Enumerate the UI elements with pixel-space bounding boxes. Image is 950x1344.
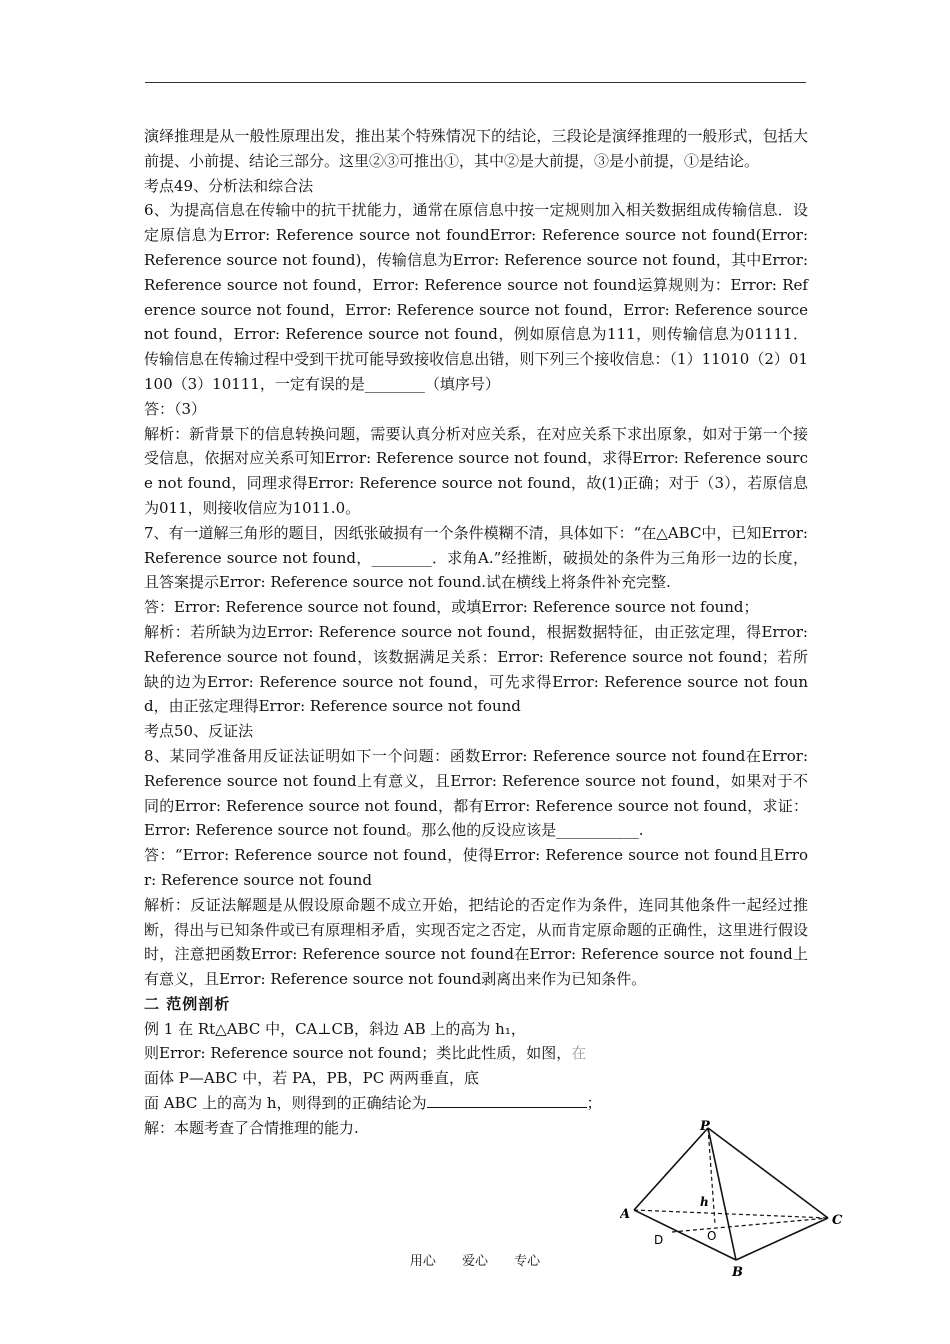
example-line: 例 1 在 Rt△ABC 中，CA⊥CB，斜边 AB 上的高为 h₁， bbox=[144, 1019, 526, 1038]
example-solution: 解：本题考查了合情推理的能力. bbox=[144, 1118, 359, 1137]
label-b: B bbox=[732, 1265, 743, 1280]
document-body bbox=[144, 124, 808, 1141]
answer-8: 答：“Error: Reference source not found，使得Error: Reference source not found且Error: Reference source not found bbox=[144, 846, 808, 889]
label-c: C bbox=[832, 1213, 843, 1228]
page-footer: 用心 爱心 专心 bbox=[409, 1254, 541, 1269]
analysis-6: 解析：新背景下的信息转换问题，需要认真分析对应关系，在对应关系下求出原象，如对于第一个接受信息，依据对应关系可知Error: Reference source not found，求得Error: Reference source not found，同理求得Error: Reference source not found，故(1)正确；对于（3），若原信息为011，则接收信应为1011.0。 bbox=[144, 424, 808, 517]
label-o: O bbox=[707, 1229, 717, 1243]
label-h: h bbox=[700, 1195, 709, 1209]
example-text-cut: 在 bbox=[571, 1044, 587, 1063]
label-p: P bbox=[700, 1119, 710, 1134]
header-rule bbox=[145, 82, 806, 83]
section-title: 考点50、反证法 bbox=[144, 722, 254, 741]
example-line bbox=[144, 1091, 606, 1116]
example-text: ； bbox=[586, 1094, 602, 1113]
edge-pc bbox=[708, 1128, 828, 1218]
example-text: 则Error: Reference source not found；类比此性质，如图， bbox=[144, 1044, 572, 1063]
question-6: 6、为提高信息在传输中的抗干扰能力，通常在原信息中按一定规则加入相关数据组成传输信息．设定原信息为Error: Reference source not foundError: Reference source not found(Error: Reference source not found)，传输信息为Error: Reference source not found，其中Error: Reference source not found，Error: Reference source not found运算规则为：Error: Reference source not found，Error: Reference source not found，Error: Reference source not found，Error: Reference source not found，例如原信息为111，则传输信息为01111．传输信息在传输过程中受到干扰可能导致接收信息出错，则下列三个接收信息：（1）11010（2）01100（3）10111，一定有误的是________（填序号） bbox=[144, 201, 808, 393]
example-text: 面 ABC 上的高为 h，则得到的正确结论为 bbox=[144, 1094, 427, 1113]
section-heading: 二 范例剖析 bbox=[144, 994, 231, 1013]
example-line bbox=[144, 1041, 606, 1066]
paragraph: 演绎推理是从一般性原理出发，推出某个特殊情况下的结论，三段论是演绎推理的一般形式，包括大前提、小前提、结论三部分。这里②③可推出①，其中②是大前提，③是小前提，①是结论。 bbox=[144, 127, 808, 170]
edge-pa bbox=[634, 1128, 708, 1210]
edge-ac bbox=[634, 1210, 828, 1218]
answer-blank bbox=[427, 1093, 587, 1108]
answer-6: 答：（3） bbox=[144, 399, 207, 418]
analysis-8: 解析：反证法解题是从假设原命题不成立开始，把结论的否定作为条件，连同其他条件一起经过推断，得出与已知条件或已有原理相矛盾，实现否定之否定，从而肯定原命题的正确性，这里进行假设时，注意把函数Error: Reference source not found在Error: Reference source not found上有意义，且Error: Reference source not found剥离出来作为已知条件。 bbox=[144, 895, 808, 989]
label-a: A bbox=[620, 1207, 631, 1222]
example-1 bbox=[144, 1017, 606, 1141]
analysis-7: 解析：若所缺为边Error: Reference source not found，根据数据特征，由正弦定理，得Error: Reference source not found，该数据满足关系：Error: Reference source not found；若所缺的边为Error: Reference source not found，可先求得Error: Reference source not found，由正弦定理得Error: Reference source not found bbox=[144, 622, 808, 716]
example-line: 面体 P—ABC 中，若 PA，PB，PC 两两垂直，底 bbox=[144, 1069, 480, 1088]
question-7: 7、有一道解三角形的题目，因纸张破损有一个条件模糊不清，具体如下：“在△ABC中，已知Error: Reference source not found，________．求角A.”经推断，破损处的条件为三角形一边的长度，且答案提示Error: Reference source not found.试在横线上将条件补充完整. bbox=[144, 523, 808, 592]
question-8: 8、某同学准备用反证法证明如下一个问题：函数Error: Reference source not found在Error: Reference source not found上有意义，且Error: Reference source not found，如果对于不同的Error: Reference source not found，都有Error: Reference source not found，求证：Error: Reference source not found。那么他的反设应该是___________. bbox=[144, 746, 808, 840]
label-d: D bbox=[654, 1233, 664, 1247]
line-dc bbox=[672, 1218, 828, 1232]
section-title: 考点49、分析法和综合法 bbox=[144, 176, 314, 195]
answer-7: 答：Error: Reference source not found，或填Error: Reference source not found； bbox=[144, 598, 759, 617]
